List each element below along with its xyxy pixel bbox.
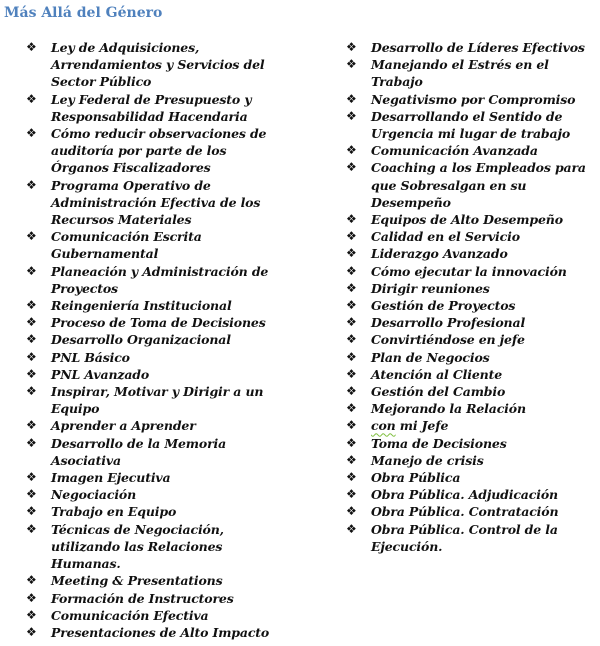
course-title-line: Comunicación Efectiva bbox=[51, 607, 209, 623]
course-title-line: Liderazgo Avanzado bbox=[371, 246, 508, 262]
course-list-item bbox=[346, 417, 596, 434]
course-title-line: Manejando el Estrés en el Trabajo bbox=[371, 57, 549, 90]
course-title-line: Administración Efectiva de los bbox=[51, 194, 261, 210]
course-title-line: Trabajo en Equipo bbox=[51, 504, 177, 520]
course-title-line: Responsabilidad Hacendaria bbox=[51, 108, 248, 124]
course-title-line: Obra Pública. Adjudicación bbox=[371, 487, 558, 503]
course-list-item bbox=[346, 383, 596, 400]
course-list-right bbox=[346, 39, 596, 555]
course-title-line: Desarrollo Profesional bbox=[371, 315, 526, 331]
course-list-item bbox=[26, 383, 276, 417]
course-title-line: Arrendamientos y Servicios del bbox=[51, 57, 265, 73]
course-title-line: Negativismo por Compromiso bbox=[371, 91, 576, 107]
course-list-item bbox=[26, 366, 276, 383]
course-list-item bbox=[26, 590, 276, 607]
course-title-line: Proceso de Toma de Decisiones bbox=[51, 315, 266, 331]
course-title-line: Mejorando la Relación bbox=[371, 401, 526, 417]
diamond-bullet-icon: ❖ bbox=[26, 177, 37, 192]
diamond-bullet-icon: ❖ bbox=[346, 418, 357, 433]
course-title-line: Técnicas de Negociación, bbox=[51, 521, 224, 537]
diamond-bullet-icon: ❖ bbox=[346, 470, 357, 485]
course-title-line: Manejo de crisis bbox=[371, 452, 484, 468]
course-title-line: Comunicación Escrita bbox=[51, 229, 202, 245]
diamond-bullet-icon: ❖ bbox=[346, 366, 357, 381]
course-list-item bbox=[346, 211, 596, 228]
diamond-bullet-icon: ❖ bbox=[346, 246, 357, 261]
course-title-line: Recursos Materiales bbox=[51, 212, 192, 228]
course-title-line: Gestión del Cambio bbox=[371, 384, 506, 400]
diamond-bullet-icon: ❖ bbox=[26, 435, 37, 450]
diamond-bullet-icon: ❖ bbox=[26, 298, 37, 313]
diamond-bullet-icon: ❖ bbox=[26, 504, 37, 519]
course-list-item bbox=[346, 503, 596, 520]
course-title-line: Desarrollo Organizacional bbox=[51, 332, 231, 348]
course-title-line: Cómo ejecutar la innovación bbox=[371, 263, 567, 279]
course-list-item bbox=[26, 314, 276, 331]
course-title-line: Comunicación Avanzada bbox=[371, 143, 538, 159]
diamond-bullet-icon: ❖ bbox=[346, 143, 357, 158]
course-list-item bbox=[26, 503, 276, 520]
course-title-line: Asociativa bbox=[51, 452, 121, 468]
course-list-item bbox=[346, 159, 596, 211]
diamond-bullet-icon: ❖ bbox=[346, 504, 357, 519]
course-list-item bbox=[26, 469, 276, 486]
course-title-line: Plan de Negocios bbox=[371, 349, 490, 365]
course-title-line: Negociación bbox=[51, 487, 137, 503]
diamond-bullet-icon: ❖ bbox=[26, 607, 37, 622]
course-list-item bbox=[26, 572, 276, 589]
diamond-bullet-icon: ❖ bbox=[346, 212, 357, 227]
course-title-line: Convirtiéndose en jefe bbox=[371, 332, 525, 348]
course-title-line: Obra Pública bbox=[371, 470, 461, 486]
course-title-line: Formación de Instructores bbox=[51, 590, 234, 606]
course-list-item bbox=[346, 280, 596, 297]
course-title-line: con mi Jefe bbox=[371, 418, 449, 434]
course-list-item bbox=[346, 314, 596, 331]
diamond-bullet-icon: ❖ bbox=[346, 487, 357, 502]
diamond-bullet-icon: ❖ bbox=[346, 521, 357, 536]
course-title-line: Gestión de Proyectos bbox=[371, 298, 516, 314]
course-title-line: Programa Operativo de bbox=[51, 177, 211, 193]
diamond-bullet-icon: ❖ bbox=[26, 91, 37, 106]
diamond-bullet-icon: ❖ bbox=[26, 263, 37, 278]
course-title-line: Calidad en el Servicio bbox=[371, 229, 520, 245]
diamond-bullet-icon: ❖ bbox=[26, 573, 37, 588]
diamond-bullet-icon: ❖ bbox=[346, 298, 357, 313]
diamond-bullet-icon: ❖ bbox=[26, 366, 37, 381]
diamond-bullet-icon: ❖ bbox=[346, 57, 357, 72]
course-title-line: Toma de Decisiones bbox=[371, 435, 507, 451]
course-title-line: Urgencia mi lugar de trabajo bbox=[371, 126, 571, 142]
course-title-line: Ley de Adquisiciones, bbox=[51, 40, 200, 55]
course-list-item bbox=[26, 125, 276, 177]
course-title-line: utilizando las Relaciones bbox=[51, 538, 223, 554]
course-list-item bbox=[26, 39, 276, 91]
course-list-item bbox=[346, 400, 596, 417]
course-list-item bbox=[346, 297, 596, 314]
spellcheck-underline: con bbox=[371, 418, 396, 434]
course-title-line: Órganos Fiscalizadores bbox=[51, 160, 211, 176]
course-list-item bbox=[346, 245, 596, 262]
course-list-item bbox=[26, 435, 276, 469]
diamond-bullet-icon: ❖ bbox=[346, 160, 357, 175]
course-title-line: Imagen Ejecutiva bbox=[51, 470, 171, 486]
course-list-item bbox=[26, 297, 276, 314]
course-title-line: Aprender a Aprender bbox=[51, 418, 196, 434]
course-title-line: Cómo reducir observaciones de bbox=[51, 126, 267, 142]
course-title-line: Desarrollo de Líderes Efectivos bbox=[371, 40, 585, 55]
diamond-bullet-icon: ❖ bbox=[26, 487, 37, 502]
diamond-bullet-icon: ❖ bbox=[26, 590, 37, 605]
course-title-line: Coaching a los Empleados para bbox=[371, 160, 586, 176]
course-list-item bbox=[346, 349, 596, 366]
diamond-bullet-icon: ❖ bbox=[26, 470, 37, 485]
course-list-item bbox=[346, 331, 596, 348]
course-title-line: Humanas. bbox=[51, 556, 121, 572]
course-list-item bbox=[346, 142, 596, 159]
course-title-line: Gubernamental bbox=[51, 246, 159, 262]
course-list-item bbox=[346, 228, 596, 245]
course-list-item bbox=[346, 486, 596, 503]
course-title-line: Desarrollando el Sentido de bbox=[371, 108, 563, 124]
diamond-bullet-icon: ❖ bbox=[346, 91, 357, 106]
diamond-bullet-icon: ❖ bbox=[346, 435, 357, 450]
course-list-item bbox=[346, 366, 596, 383]
diamond-bullet-icon: ❖ bbox=[26, 349, 37, 364]
course-list-item bbox=[346, 263, 596, 280]
diamond-bullet-icon: ❖ bbox=[346, 401, 357, 416]
course-title-line: Equipos de Alto Desempeño bbox=[371, 212, 563, 228]
course-title-line: Reingeniería Institucional bbox=[51, 298, 232, 314]
course-list-item bbox=[346, 39, 596, 56]
diamond-bullet-icon: ❖ bbox=[26, 418, 37, 433]
diamond-bullet-icon: ❖ bbox=[346, 384, 357, 399]
diamond-bullet-icon: ❖ bbox=[26, 384, 37, 399]
diamond-bullet-icon: ❖ bbox=[26, 624, 37, 639]
course-list-item bbox=[26, 91, 276, 125]
diamond-bullet-icon: ❖ bbox=[346, 452, 357, 467]
diamond-bullet-icon: ❖ bbox=[346, 40, 357, 54]
diamond-bullet-icon: ❖ bbox=[26, 40, 37, 54]
course-title-line: Inspirar, Motivar y Dirigir a un bbox=[51, 384, 264, 400]
course-title-line: PNL Avanzado bbox=[51, 366, 150, 382]
diamond-bullet-icon: ❖ bbox=[346, 315, 357, 330]
diamond-bullet-icon: ❖ bbox=[346, 280, 357, 295]
course-list-item bbox=[26, 521, 276, 573]
course-list-left bbox=[26, 39, 276, 641]
course-title-line: Obra Pública. Control de la bbox=[371, 521, 558, 537]
course-list-item bbox=[346, 435, 596, 452]
page-title: Más Allá del Género bbox=[4, 5, 163, 21]
course-title-line: Ley Federal de Presupuesto y bbox=[51, 91, 252, 107]
diamond-bullet-icon: ❖ bbox=[346, 349, 357, 364]
course-list-item bbox=[26, 349, 276, 366]
course-title-line: Desempeño bbox=[371, 194, 451, 210]
course-title-line: Desarrollo de la Memoria bbox=[51, 435, 227, 451]
course-list-item bbox=[26, 607, 276, 624]
course-title-line: Obra Pública. Contratación bbox=[371, 504, 559, 520]
course-list-item bbox=[346, 469, 596, 486]
course-list-item bbox=[26, 417, 276, 434]
course-list-item bbox=[26, 331, 276, 348]
course-title-line: PNL Básico bbox=[51, 349, 130, 365]
course-list-item bbox=[346, 452, 596, 469]
course-list-item bbox=[346, 91, 596, 108]
course-list-item bbox=[346, 521, 596, 555]
course-title-line: auditoría por parte de los bbox=[51, 143, 227, 159]
diamond-bullet-icon: ❖ bbox=[26, 315, 37, 330]
course-title-line: Presentaciones de Alto Impacto bbox=[51, 624, 270, 640]
course-title-line: Atención al Cliente bbox=[371, 366, 502, 382]
course-list-item bbox=[26, 228, 276, 262]
course-list-item bbox=[346, 56, 596, 90]
diamond-bullet-icon: ❖ bbox=[346, 229, 357, 244]
course-title-line: Proyectos bbox=[51, 280, 118, 296]
course-title-line: Meeting & Presentations bbox=[51, 573, 223, 589]
course-list-item bbox=[26, 263, 276, 297]
diamond-bullet-icon: ❖ bbox=[26, 521, 37, 536]
diamond-bullet-icon: ❖ bbox=[346, 332, 357, 347]
diamond-bullet-icon: ❖ bbox=[26, 126, 37, 141]
course-list-item bbox=[346, 108, 596, 142]
course-title-line: Sector Público bbox=[51, 74, 152, 90]
diamond-bullet-icon: ❖ bbox=[346, 108, 357, 123]
course-title-line: Dirigir reuniones bbox=[371, 280, 490, 296]
diamond-bullet-icon: ❖ bbox=[346, 263, 357, 278]
course-title-line: que Sobresalgan en su bbox=[371, 177, 527, 193]
course-title-line: Planeación y Administración de bbox=[51, 263, 269, 279]
course-title-line: Ejecución. bbox=[371, 538, 443, 554]
course-list-item bbox=[26, 177, 276, 229]
course-title-line: Equipo bbox=[51, 401, 100, 417]
course-list-item bbox=[26, 486, 276, 503]
diamond-bullet-icon: ❖ bbox=[26, 332, 37, 347]
course-list-item bbox=[26, 624, 276, 641]
diamond-bullet-icon: ❖ bbox=[26, 229, 37, 244]
